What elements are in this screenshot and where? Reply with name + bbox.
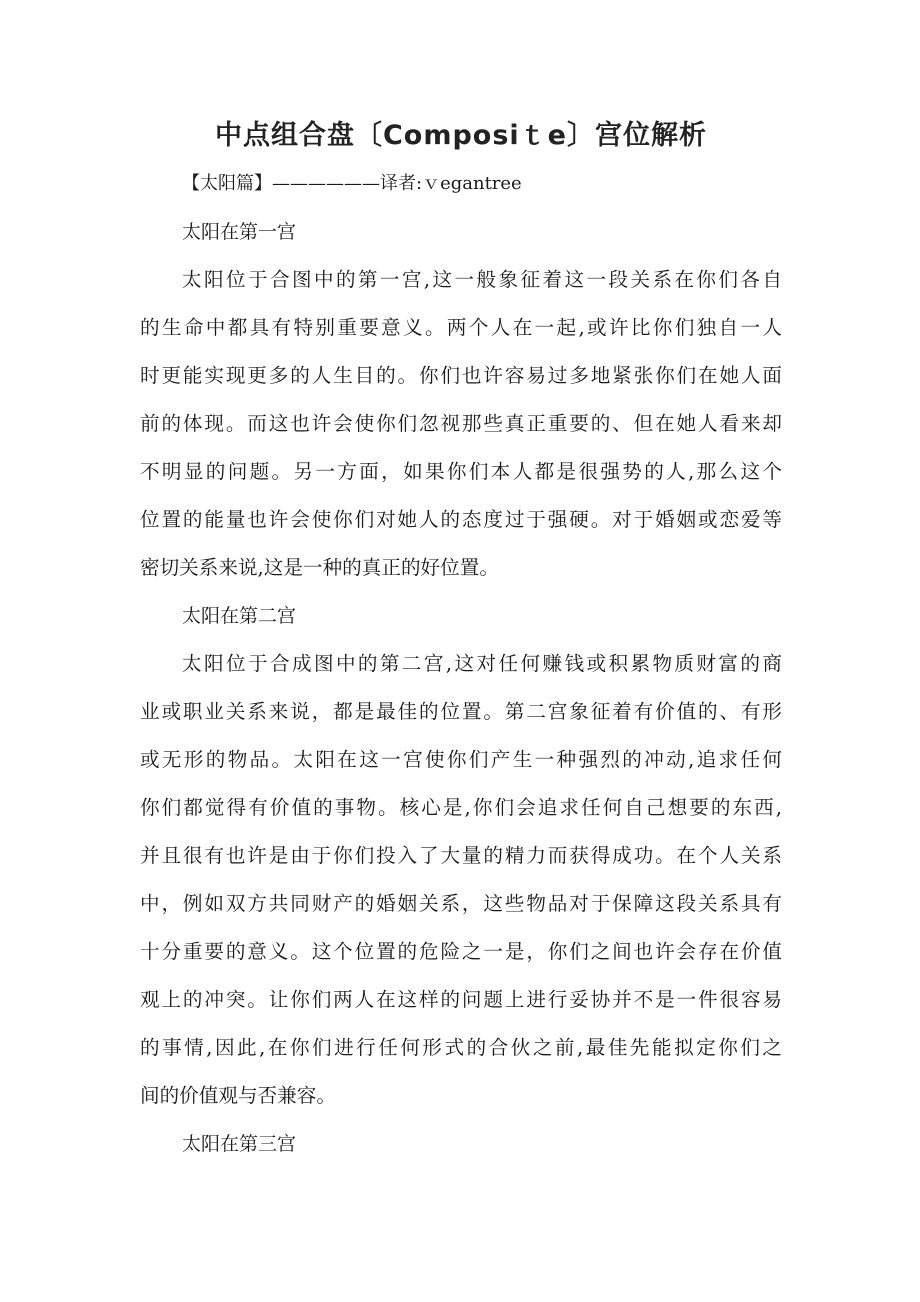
paragraph-line: 密切关系来说,这是一种的真正的好位置。 [140, 556, 499, 579]
paragraph-line: 观上的冲突。让你们两人在这样的问题上进行妥协并不是一件很容易 [140, 988, 782, 1011]
document-title: 中点组合盘〔Composiｔe〕宫位解析 [214, 120, 707, 151]
paragraph-line: 的事情,因此,在你们进行任何形式的合伙之前,最佳先能拟定你们之 [140, 1036, 782, 1059]
paragraph-line: 间的价值观与否兼容。 [140, 1084, 336, 1107]
paragraph-line: 业或职业关系来说，都是最佳的位置。第二宫象征着有价值的、有形 [140, 700, 782, 723]
paragraph-line: 十分重要的意义。这个位置的危险之一是，你们之间也许会存在价值 [140, 940, 782, 963]
paragraph-line: 时更能实现更多的人生目的。你们也许容易过多地紧张你们在她人面 [140, 364, 782, 387]
section-heading-first-house: 太阳在第一宫 [182, 221, 297, 243]
document-subtitle: 【太阳篇】——————译者:ｖegantree [182, 173, 522, 194]
paragraph-line: 太阳位于合成图中的第二宫,这对任何赚钱或积累物质财富的商 [182, 652, 782, 675]
paragraph-line: 不明显的问题。另一方面，如果你们本人都是很强势的人,那么这个 [140, 460, 782, 483]
paragraph-line: 位置的能量也许会使你们对她人的态度过于强硬。对于婚姻或恋爱等 [140, 508, 782, 531]
section-heading-third-house: 太阳在第三宫 [182, 1133, 297, 1155]
section-body-second-house [140, 640, 782, 1120]
paragraph-line: 的生命中都具有特别重要意义。两个人在一起,或许比你们独自一人 [140, 316, 782, 339]
section-heading-second-house: 太阳在第二宫 [182, 605, 297, 627]
paragraph-line: 并且很有也许是由于你们投入了大量的精力而获得成功。在个人关系 [140, 844, 782, 867]
section-body-first-house [140, 256, 782, 592]
document-page [140, 112, 782, 1168]
paragraph-line: 你们都觉得有价值的事物。核心是,你们会追求任何自己想要的东西, [140, 796, 782, 819]
paragraph-line: 或无形的物品。太阳在这一宫使你们产生一种强烈的冲动,追求任何 [140, 748, 782, 771]
paragraph-line: 前的体现。而这也许会使你们忽视那些真正重要的、但在她人看来却 [140, 412, 782, 435]
paragraph-line: 中，例如双方共同财产的婚姻关系，这些物品对于保障这段关系具有 [140, 892, 782, 915]
paragraph-line: 太阳位于合图中的第一宫,这一般象征着这一段关系在你们各自 [182, 268, 782, 291]
